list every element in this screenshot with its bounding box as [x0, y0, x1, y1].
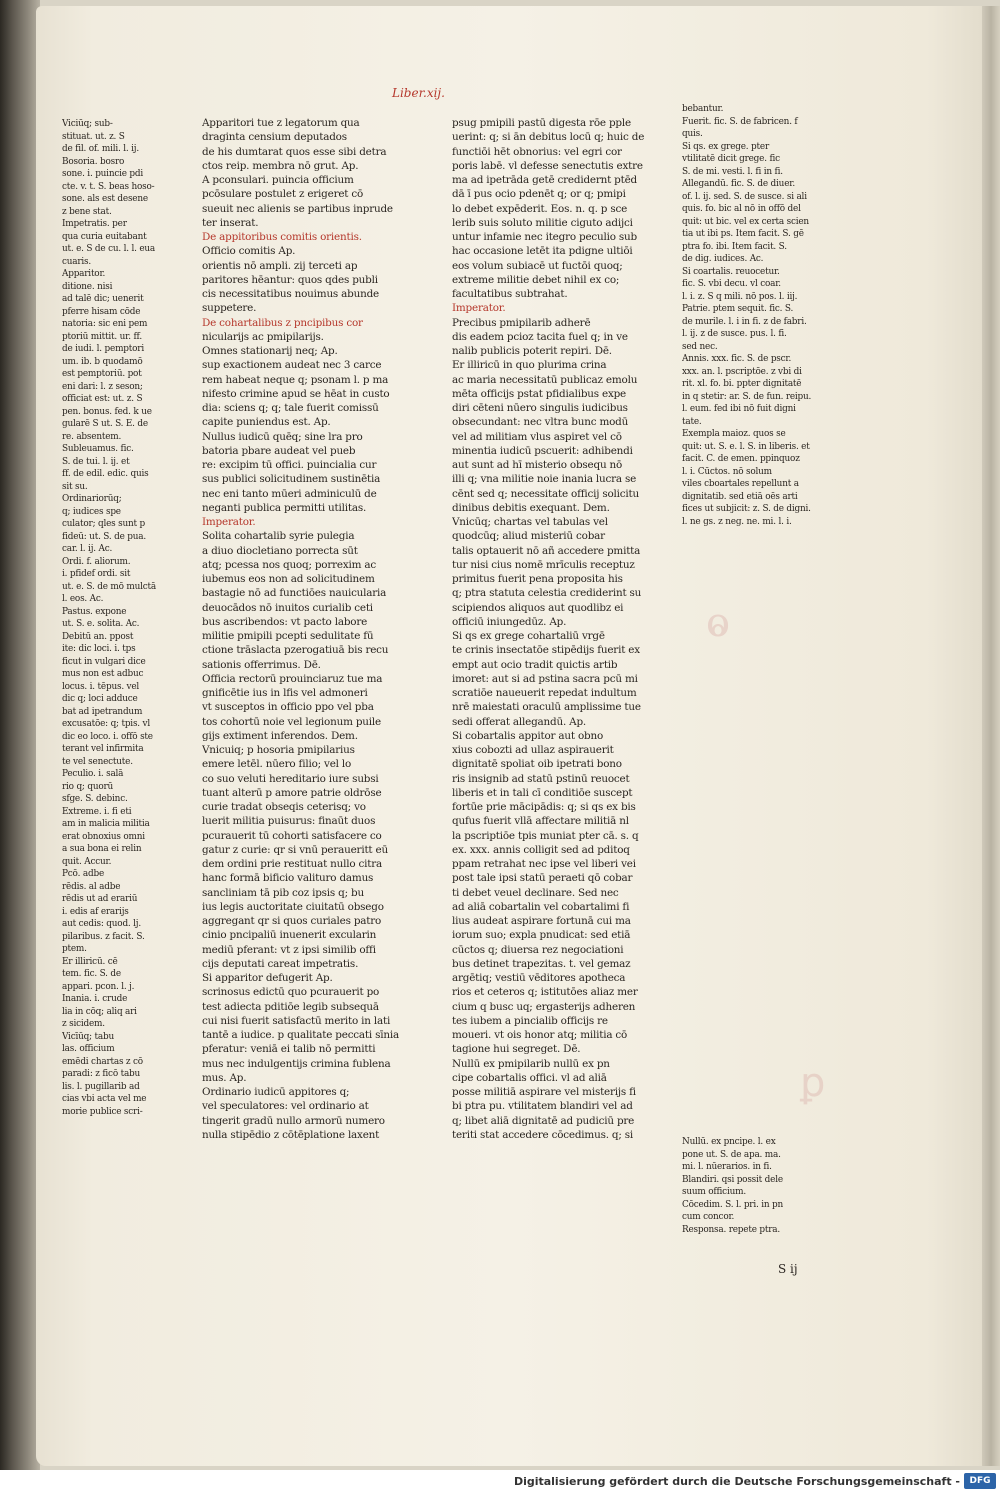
text-line: gatur z curie: qr si vnū peraueritt eū — [202, 843, 388, 856]
text-line: ris insignib ad statū pstinū reuocet — [452, 772, 630, 785]
text-line: ad aliā cobartalin vel cobartalimi fi — [452, 900, 630, 913]
text-line: ut. S. e. solita. Ac. — [62, 619, 140, 629]
text-line: S. de tui. l. ij. et — [62, 456, 130, 467]
text-line: hanc formā bificio valituro damus — [202, 872, 374, 885]
text-line: sancliniam tā pib coz ipsis q; bu — [202, 886, 364, 899]
text-line: lo debet expēderit. Eos. n. q. p sce — [452, 202, 628, 215]
text-line: pferre hisam cōde — [62, 306, 141, 317]
text-line: z sicidem. — [62, 1019, 105, 1029]
text-line: Debitū an. ppost — [62, 631, 134, 642]
text-line: Si apparitor defugerit Ap. — [202, 972, 333, 984]
text-line: Imperator. — [452, 302, 506, 315]
text-line: emere letēl. nūero filio; vel lo — [202, 758, 352, 771]
text-line: tur nisi cius nomē mrīculis receptuz — [452, 558, 635, 571]
text-line: rio q; quorū — [62, 781, 114, 792]
text-line: Blandiri. qsi possit dele — [682, 1174, 783, 1185]
text-line: bus detinet trapezitas. t. vel gemaz — [452, 957, 631, 970]
text-line: car. l. ij. Ac. — [62, 544, 113, 554]
text-line: de dig. iudices. Ac. — [682, 254, 764, 264]
text-line: rēdis. al adbe — [62, 881, 121, 892]
text-line: am in malicia militia — [62, 819, 150, 829]
text-line: bus ascribendos: vt pacto labore — [202, 615, 368, 628]
text-line: officiū iniungedūz. Ap. — [452, 615, 567, 628]
text-line: qua curia euitabant — [62, 231, 147, 242]
text-line: nalib publicis poterit repiri. Dē. — [452, 345, 612, 357]
text-line: Viciūq; sub- — [62, 119, 113, 129]
text-line: diri cēteni nūero singulis iudicibus — [452, 402, 628, 414]
text-line: cis necessitatibus nouimus abunde — [202, 288, 379, 300]
text-line: psug pmipili pastū digesta rōe pple — [452, 117, 631, 129]
text-line: stituat. ut. z. S — [62, 131, 125, 142]
text-line: l. ne gs. z neg. ne. mi. l. i. — [682, 516, 792, 527]
text-line: ditione. nisi — [62, 281, 113, 292]
text-line: Omnes stationarij neq; Ap. — [202, 345, 338, 357]
text-line: nifesto crimine apud se hēat in custo — [202, 387, 390, 400]
text-line: facultatibus subtrahat. — [452, 288, 568, 300]
text-line: Er illiricū. cē — [62, 956, 118, 967]
text-line: bebantur. — [682, 104, 724, 114]
text-line: tagione hui segreget. Dē. — [452, 1043, 581, 1056]
text-line: mus. Ap. — [202, 1071, 247, 1084]
text-line: mus non est adbuc — [62, 669, 144, 679]
text-line: ficut in vulgari dice — [62, 656, 146, 667]
text-line: locus. i. tēpus. vel — [62, 681, 140, 692]
text-line: gularē S ut. S. E. de — [62, 419, 148, 429]
text-line: Apparitor. — [62, 269, 106, 279]
text-line: untur infamie nec itegro peculio sub — [452, 231, 637, 243]
text-line: atq; pcessa nos quoq; porrexim ac — [202, 558, 376, 571]
text-line: ac maria necessitatū publicaz emolu — [452, 373, 638, 386]
text-line: Solita cohartalib syrie pulegia — [202, 530, 355, 543]
page-edge — [982, 6, 1000, 1466]
text-line: lia in cōq; aliq ari — [62, 1006, 137, 1017]
text-line: paradi: z ficō tabu — [62, 1069, 141, 1079]
text-line: erat obnoxius omni — [62, 831, 145, 842]
text-line: mēta officijs pstat pfidialibus expe — [452, 387, 627, 400]
running-header: Liber.xij. — [392, 86, 445, 100]
text-line: Officia rectorū prouinciaruz tue ma — [202, 672, 383, 685]
text-line: vtilitatē dicit grege. fic — [682, 154, 780, 164]
text-line: i. edis af erarijs — [62, 906, 129, 917]
text-line: poris labē. vl defesse senectutis extre — [452, 159, 643, 172]
text-line: co suo veluti hereditario iure subsi — [202, 772, 379, 785]
text-line: capite puniendus est. Ap. — [202, 416, 331, 429]
text-line: of. l. ij. sed. S. de susce. si ali — [682, 191, 807, 202]
text-line: tos cohortū noie vel legionum puile — [202, 715, 381, 728]
text-line: sone. i. puincie pdi — [62, 169, 144, 179]
text-line: mus nec indulgentijs crimina fublena — [202, 1057, 391, 1070]
text-line: Impetratis. per — [62, 219, 127, 229]
text-line: lis. l. pugillarib ad — [62, 1081, 140, 1092]
text-line: l. ij. z de susce. pus. l. fi. — [682, 329, 787, 339]
text-line: rēdis ut ad erariū — [62, 894, 138, 904]
text-line: sationis offerrimus. Dē. — [202, 658, 321, 671]
text-line: dic q; loci adduce — [62, 694, 138, 704]
text-line: cte. v. t. S. beas hoso- — [62, 181, 155, 192]
text-line: batoria pbare audeat vel pueb — [202, 444, 356, 457]
text-line: mi. l. nūerarios. in fi. — [682, 1162, 772, 1172]
text-line: De cohartalibus z pncipibus cor — [202, 316, 363, 329]
text-line: lius audeat aspirare fortunā cui ma — [452, 915, 631, 927]
text-line: officiat est: ut. z. S — [62, 394, 143, 404]
text-line: Officio comitis Ap. — [202, 245, 296, 258]
text-line: cēnt sed q; necessitate officij solicitu — [452, 487, 640, 500]
text-line: Fuerit. fic. S. de fabricen. f — [682, 116, 798, 127]
text-line: Exempla maioz. quos se — [682, 429, 786, 439]
text-line: dia: sciens q; q; tale fuerit comissū — [202, 402, 379, 414]
text-line: Nullū ex pmipilarib nullū ex pn — [452, 1057, 610, 1070]
text-line: Vnicūq; chartas vel tabulas vel — [452, 516, 608, 528]
text-line: pen. bonus. fed. k ue — [62, 406, 152, 417]
text-line: cinio pncipaliū inuenerit excularin — [202, 929, 377, 942]
text-line: de his dumtarat quos esse sibi detra — [202, 145, 387, 158]
text-line: cui nisi fuerit satisfactū merito in lati — [202, 1014, 391, 1027]
text-line: ite: dic loci. i. tps — [62, 644, 136, 654]
text-line: Si qs. ex grege. pter — [682, 141, 769, 152]
text-line: te crinis insectatōe stipēdijs fuerit ex — [452, 644, 640, 657]
text-line: tate. — [682, 416, 702, 427]
text-line: um. ib. b quodamō — [62, 356, 143, 367]
text-line: la pscriptiōe tpis muniat pter cā. s. q — [452, 829, 639, 842]
text-line: minentia iudicū pscuerit: adhibendi — [452, 444, 633, 457]
text-line: argētiq; vestiū vēditores apotheca — [452, 972, 626, 984]
text-line: las. officium — [62, 1044, 115, 1054]
text-line: De appitoribus comitis orientis. — [202, 231, 362, 243]
text-line: ptem. — [62, 944, 87, 954]
text-line: militie pmipili pcepti sedulitate fū — [202, 630, 374, 642]
text-line: nec eni tanto mūeri adminiculū de — [202, 487, 377, 500]
text-line: aut cedis: quod. lj. — [62, 919, 141, 929]
text-line: eos volum subiacē ut fuctōi quoq; — [452, 259, 623, 272]
text-line: z bene stat. — [62, 206, 112, 217]
text-line: xius cobozti ad ullaz aspirauerit — [452, 744, 614, 756]
text-line: cipe cobartalis offici. vl ad aliā — [452, 1071, 607, 1084]
text-line: a diuo diocletiano porrecta sūt — [202, 544, 358, 557]
text-line: a sua bona ei relin — [62, 844, 142, 854]
text-line: ter inserat. — [202, 216, 259, 229]
text-line: dinibus debitis exequant. Dem. — [452, 501, 610, 514]
text-line: Extreme. i. fi eti — [62, 806, 132, 817]
text-line: l. eos. Ac. — [62, 594, 104, 604]
text-line: morie publice scri- — [62, 1106, 143, 1117]
text-line: sed nec. — [682, 341, 718, 352]
text-line: ut. e. S de cu. l. l. eua — [62, 244, 156, 254]
text-line: fic. S. vbi decu. vl coar. — [682, 279, 781, 289]
text-line: ptra fo. ibi. Item facit. S. — [682, 241, 787, 252]
text-line: viles cboartales repellunt a — [682, 479, 799, 489]
text-line: pcurauerit tū cohorti satisfacere co — [202, 829, 382, 842]
text-line: Pcō. adbe — [62, 869, 105, 879]
text-line: obsecundant: nec vltra bunc modū — [452, 416, 629, 429]
text-line: vel ad militiam vlus aspiret vel cō — [452, 430, 622, 443]
gloss-column-left — [62, 118, 180, 1118]
text-line: in q stetir: ar. S. de fun. reipu. — [682, 391, 812, 402]
text-line: tem. fic. S. de — [62, 969, 121, 979]
text-line: neganti publica permitti utilitas. — [202, 501, 367, 514]
text-line: de murile. l. i in fi. z de fabri. — [682, 316, 807, 327]
text-line: hac occasione letēt ita pdigne ultiōi — [452, 245, 633, 258]
text-line: ctione trāslacta pzerogatiuā bis recu — [202, 644, 389, 657]
text-line: suum officium. — [682, 1187, 746, 1197]
text-line: Allegandū. fic. S. de diuer. — [682, 179, 795, 189]
bleed-through-mark: ꝑ — [800, 1060, 826, 1106]
text-line: pcōsulare postulet z erigeret cō — [202, 188, 364, 201]
text-line: re: excipim tū offici. puincialia cur — [202, 459, 377, 471]
text-line: quit. Accur. — [62, 856, 112, 867]
text-line: Pastus. expone — [62, 606, 127, 617]
text-line: lerib suis soluto militie ciguto adijci — [452, 216, 633, 229]
text-line: cuaris. — [62, 256, 92, 267]
text-line: scipiendos aliquos aut quodlibz ei — [452, 601, 624, 614]
text-line: ius legis auctoritate ciuitatū obsego — [202, 900, 384, 913]
text-line: quodcūq; aliud misteriū cobar — [452, 530, 605, 543]
text-line: sus publici solicitudinem sustinētia — [202, 473, 381, 486]
footer-bar — [0, 1470, 1000, 1494]
text-line: rem habeat neque q; psonam l. p ma — [202, 373, 389, 386]
text-line: Si cobartalis appitor aut obno — [452, 729, 604, 742]
text-line: nulla stipēdio z cōtēplatione laxent — [202, 1128, 380, 1141]
text-line: tingerit gradū nullo armorū numero — [202, 1114, 385, 1127]
text-line: Si coartalis. reuocetur. — [682, 266, 780, 277]
text-line: aut sunt ad hī misterio obsequ nō — [452, 459, 623, 471]
text-line: ti debet veuel declinare. Sed nec — [452, 886, 619, 899]
text-line: pone ut. S. de apa. ma. — [682, 1149, 781, 1160]
text-line: cum concor. — [682, 1212, 735, 1222]
text-line: sueuit nec alienis se partibus inprude — [202, 202, 393, 215]
text-line: mediū pferant: vt z ipsi similib offi — [202, 943, 376, 956]
text-line: l. i. Cūctos. nō solum — [682, 466, 772, 477]
text-line: primitus fuerit pena proposita his — [452, 573, 623, 585]
text-line: Nullus iudicū quēq; sine lra pro — [202, 430, 363, 443]
text-line: Ordinariorūq; — [62, 494, 122, 504]
text-line: Vicīūq; tabu — [62, 1031, 114, 1042]
text-column-1 — [202, 116, 438, 1142]
text-line: Ordi. f. aliorum. — [62, 556, 131, 567]
text-line: iorum suo; expla pnudicat: sed etiā — [452, 929, 631, 942]
text-line: Nullū. ex pncipe. l. ex — [682, 1137, 776, 1147]
text-line: test adiecta pditiōe legib subsequā — [202, 1000, 379, 1013]
text-line: Cōcedim. S. l. pri. in pn — [682, 1199, 783, 1210]
text-line: empt aut ocio tradit quictis artib — [452, 658, 618, 671]
text-line: posse militiā aspirare vel misterijs fi — [452, 1086, 636, 1098]
text-line: Responsa. repete ptra. — [682, 1224, 780, 1235]
text-line: tuant alterū p amore patrie oldrōse — [202, 786, 382, 799]
text-line: est pemptoriū. pot — [62, 369, 142, 379]
text-line: dignitatē spoliat oib ipetrati bono — [452, 758, 622, 771]
text-line: eni dari: l. z seson; — [62, 381, 143, 392]
text-line: ptoriū mittit. ur. ff. — [62, 331, 142, 342]
text-line: pferatur: veniā ei talib nō permitti — [202, 1043, 376, 1056]
text-line: emēdi chartas z cō — [62, 1056, 143, 1067]
text-line: scratiōe naueuerit repedat indultum — [452, 687, 637, 699]
text-line: cūctos q; diuersa rez negociationi — [452, 943, 624, 956]
text-line: liberis et in tali cī conditiōe suscept — [452, 786, 633, 799]
text-line: dic eo loco. i. offō ste — [62, 731, 153, 742]
text-line: sedi offerat allegandū. Ap. — [452, 715, 587, 728]
text-line: orientis nō ampli. zij terceti ap — [202, 259, 358, 272]
text-line: tes iubem a pincialib officijs re — [452, 1014, 608, 1027]
text-line: sfge. S. debinc. — [62, 794, 128, 804]
text-line: q; iudices spe — [62, 506, 121, 517]
gloss-column-right — [682, 103, 830, 528]
text-line: Vnicuiq; p hosoria pmipilarius — [202, 744, 355, 756]
text-line: Bosoria. bosro — [62, 156, 125, 167]
text-line: Peculio. i. salā — [62, 769, 124, 779]
text-line: illi q; vna militie noie inania lucra se — [452, 473, 637, 486]
text-line: qufus fuerit vllā affectare militiā nl — [452, 815, 629, 828]
text-line: sup exactionem audeat nec 3 carce — [202, 359, 382, 372]
text-line: te vel senectute. — [62, 756, 133, 767]
text-line: l. i. z. S q mili. nō pos. l. iij. — [682, 291, 798, 302]
book-binding — [0, 0, 40, 1470]
text-line: quis. — [682, 129, 703, 139]
text-line: sone. als est desene — [62, 194, 148, 204]
text-line: aggregant qr si quos curiales patro — [202, 915, 382, 927]
text-line: culator; qles sunt p — [62, 519, 145, 529]
text-line: S. de mi. vesti. l. fi in fi. — [682, 166, 783, 177]
text-line: gijs extiment inferendos. Dem. — [202, 729, 358, 742]
text-line: Annis. xxx. fic. S. de pscr. — [682, 354, 792, 364]
text-line: extreme militie debet nihil ex co; — [452, 273, 620, 286]
footer-credit: Digitalisierung gefördert durch die Deutsche Forschungsgemeinschaft - — [513, 1475, 960, 1488]
text-line: moueri. vt ois honor atq; militia cō — [452, 1029, 628, 1041]
text-line: Apparitori tue z legatorum qua — [202, 117, 360, 129]
text-line: iubemus eos non ad solicitudinem — [202, 573, 375, 585]
text-line: l. eum. fed ibi nō fuit digni — [682, 404, 796, 414]
gloss-column-right-lower — [682, 1136, 830, 1236]
text-line: pilaribus. z facit. S. — [62, 931, 145, 942]
text-line: post tale ipsi statū peraeti qō cobar — [452, 872, 633, 885]
text-line: fideū: ut. S. de pua. — [62, 531, 146, 542]
text-line: Patrie. ptem sequit. fic. S. — [682, 304, 794, 314]
text-line: dem ordini prie restituat nullo citra — [202, 858, 383, 870]
text-line: ff. de edil. edic. quis — [62, 469, 149, 479]
text-line: Er illiricū in quo plurima crina — [452, 359, 607, 372]
text-line: scrinosus edictū quo pcurauerit po — [202, 986, 380, 999]
text-line: dis eadem pcioz tacita fuel q; in ve — [452, 330, 628, 343]
text-line: curie tradat obseqis ceterisq; vo — [202, 801, 366, 813]
dfg-logo: DFG — [964, 1473, 996, 1489]
text-line: q; libet aliā dignitatē ad pudiciū pre — [452, 1114, 635, 1127]
text-line: terant vel infirmita — [62, 744, 144, 754]
text-line: ppam retrahat nec ipse vel liberi vei — [452, 858, 636, 870]
text-line: ad talē dic; uenerit — [62, 294, 144, 304]
text-line: Subleuamus. fic. — [62, 444, 134, 454]
text-line: fortūe prie mācipādis: q; si qs ex bis — [452, 801, 636, 813]
text-line: i. pfidef ordi. sit — [62, 569, 131, 579]
text-line: facit. C. de emen. ppinquoz — [682, 454, 800, 464]
text-line: ex. xxx. annis colligit sed ad pditoq — [452, 843, 630, 856]
text-line: quis. fo. bic al nō in offō del — [682, 204, 801, 214]
text-line: cias vbi acta vel me — [62, 1094, 147, 1104]
text-line: vel speculatores: vel ordinario at — [202, 1100, 369, 1113]
text-line: Precibus pmipilarib adherē — [452, 316, 591, 329]
text-line: rios et ceteros q; istitutōes aliaz mer — [452, 986, 638, 999]
text-line: ma ad ipetrāda getē credidernt ptēd — [452, 174, 638, 186]
text-line: Ordinario iudicū appitores q; — [202, 1086, 350, 1098]
text-line: deuocādos nō inuitos curialib ceti — [202, 601, 373, 614]
text-line: de iudi. l. pemptori — [62, 344, 144, 354]
signature-mark: S ij — [778, 1262, 798, 1276]
text-line: Si qs ex grege cohartaliū vrgē — [452, 630, 605, 642]
text-line: quit: ut. S. e. l. S. in liberis. et — [682, 441, 810, 452]
text-line: nicularijs ac pmipilarijs. — [202, 330, 324, 343]
text-line: A pconsulari. puincia officium — [202, 174, 354, 186]
text-line: natoria: sic eni pem — [62, 319, 148, 329]
text-line: suppetere. — [202, 302, 257, 315]
text-line: re. absentem. — [62, 431, 122, 442]
text-line: functiōi hēt obnorius: vel egri cor — [452, 145, 622, 158]
text-line: Inania. i. crude — [62, 994, 128, 1004]
text-line: bat ad ipetrandum — [62, 706, 143, 717]
text-line: talis optauerit nō añ accedere pmitta — [452, 544, 641, 557]
text-line: tantē a iudice. p qualitate peccati sīnia — [202, 1029, 399, 1041]
text-line: vt susceptos in officio ppo vel pba — [202, 701, 374, 714]
text-line: cijs deputati careat impetratis. — [202, 957, 359, 970]
text-line: uerint: q; si ān debitus locū q; huic de — [452, 131, 645, 144]
text-line: de fil. of. mili. l. ij. — [62, 144, 139, 154]
text-line: xxx. an. l. pscriptōe. z vbi di — [682, 366, 802, 377]
text-line: draginta censium deputados — [202, 131, 347, 144]
text-line: luerit militia puisurus: finaūt duos — [202, 815, 376, 828]
text-line: bi ptra pu. vtilitatem blandiri vel ad — [452, 1100, 633, 1113]
bleed-through-mark: ⱺ — [706, 600, 731, 646]
text-line: tia ut ibi ps. Item facit. S. gē — [682, 229, 804, 239]
text-line: quit: ut bic. vel ex certa scien — [682, 216, 809, 227]
text-line: fices ut subjicit: z. S. de digni. — [682, 504, 811, 514]
text-line: dignitatib. sed etiā oēs arti — [682, 491, 798, 502]
text-line: cium q busc uq; ergasterijs adheren — [452, 1000, 636, 1013]
text-line: bastagie nō ad functiōes nauicularia — [202, 587, 387, 600]
text-line: appari. pcon. l. j. — [62, 981, 135, 992]
text-line: ctos reip. membra nō grut. Ap. — [202, 159, 359, 172]
text-line: sit su. — [62, 481, 88, 492]
text-line: Imperator. — [202, 516, 256, 528]
text-line: gnificētie ius in lfis vel admoneri — [202, 687, 368, 699]
text-column-2 — [452, 116, 674, 1142]
text-line: ut. e. S. de mō mulctā — [62, 581, 156, 592]
text-line: dā ī pus ocio pdenēt q; or q; pmipi — [452, 188, 626, 201]
text-line: imoret: aut si ad pstina sacra pcū mi — [452, 672, 638, 685]
text-line: excusatōe: q; tpis. vl — [62, 719, 150, 729]
text-line: paritores hēantur: quos qdes publi — [202, 273, 378, 286]
text-line: nrē maiestati oraculū amplissime tue — [452, 701, 641, 714]
text-line: q; ptra statuta celestia crediderint su — [452, 587, 642, 600]
text-line: teriti stat accedere cōcedimus. q; si — [452, 1128, 634, 1141]
text-line: rit. xl. fo. bi. ppter dignitatē — [682, 379, 802, 389]
